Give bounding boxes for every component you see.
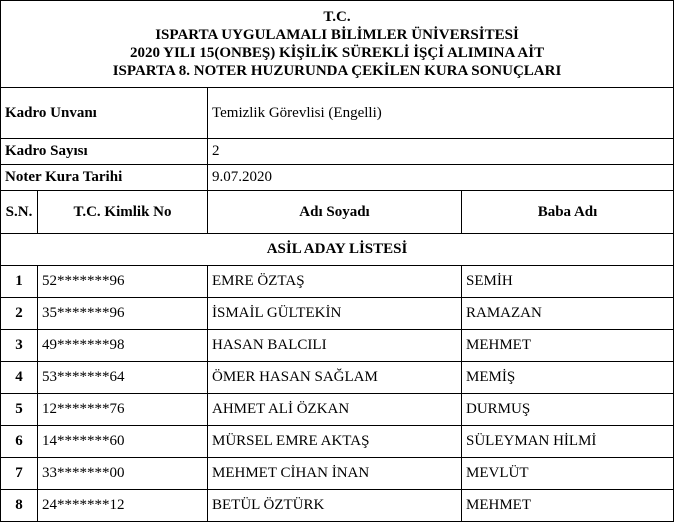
title-line-recruitment: 2020 YILI 15(ONBEŞ) KİŞİLİK SÜREKLİ İŞÇİ ALIMINA AİT xyxy=(129,45,545,61)
table-row xyxy=(1,266,674,298)
section-title: ASİL ADAY LİSTESİ xyxy=(1,234,674,266)
table-row xyxy=(1,490,674,522)
info-row-kadro-unvani xyxy=(1,88,674,139)
cell-baba-adi: MEVLÜT xyxy=(462,458,674,490)
table-row xyxy=(1,330,674,362)
cell-tc-kimlik-no: 24*******12 xyxy=(38,490,208,522)
kadro-unvani-label: Kadro Unvanı xyxy=(1,88,208,139)
cell-ad-soyad: MEHMET CİHAN İNAN xyxy=(208,458,462,490)
column-header-tc: T.C. Kimlik No xyxy=(38,191,208,234)
document-title xyxy=(1,1,674,88)
cell-ad-soyad: BETÜL ÖZTÜRK xyxy=(208,490,462,522)
info-row-kadro-sayisi xyxy=(1,139,674,165)
cell-baba-adi: RAMAZAN xyxy=(462,298,674,330)
cell-baba-adi: DURMUŞ xyxy=(462,394,674,426)
cell-sn: 2 xyxy=(1,298,38,330)
column-header-baba-adi: Baba Adı xyxy=(462,191,674,234)
cell-baba-adi: SÜLEYMAN HİLMİ xyxy=(462,426,674,458)
kadro-sayisi-value: 2 xyxy=(208,139,674,165)
cell-ad-soyad: EMRE ÖZTAŞ xyxy=(208,266,462,298)
table-row xyxy=(1,458,674,490)
cell-ad-soyad: ÖMER HASAN SAĞLAM xyxy=(208,362,462,394)
table-row xyxy=(1,298,674,330)
cell-tc-kimlik-no: 33*******00 xyxy=(38,458,208,490)
cell-sn: 8 xyxy=(1,490,38,522)
document-title-row xyxy=(1,1,674,88)
table-row xyxy=(1,362,674,394)
cell-ad-soyad: HASAN BALCILI xyxy=(208,330,462,362)
cell-baba-adi: SEMİH xyxy=(462,266,674,298)
noter-kura-tarihi-label: Noter Kura Tarihi xyxy=(1,165,208,191)
table-header-row xyxy=(1,191,674,234)
cell-tc-kimlik-no: 35*******96 xyxy=(38,298,208,330)
table-row xyxy=(1,426,674,458)
cell-tc-kimlik-no: 52*******96 xyxy=(38,266,208,298)
kadro-unvani-value: Temizlik Görevlisi (Engelli) xyxy=(208,88,674,139)
section-row xyxy=(1,234,674,266)
noter-kura-tarihi-value: 9.07.2020 xyxy=(208,165,674,191)
cell-baba-adi: MEMİŞ xyxy=(462,362,674,394)
cell-ad-soyad: İSMAİL GÜLTEKİN xyxy=(208,298,462,330)
cell-ad-soyad: AHMET ALİ ÖZKAN xyxy=(208,394,462,426)
info-row-noter-kura-tarihi xyxy=(1,165,674,191)
title-line-university: ISPARTA UYGULAMALI BİLİMLER ÜNİVERSİTESİ xyxy=(155,27,519,43)
cell-sn: 1 xyxy=(1,266,38,298)
cell-sn: 6 xyxy=(1,426,38,458)
kadro-sayisi-label: Kadro Sayısı xyxy=(1,139,208,165)
cell-tc-kimlik-no: 14*******60 xyxy=(38,426,208,458)
column-header-sn: S.N. xyxy=(1,191,38,234)
cell-sn: 4 xyxy=(1,362,38,394)
cell-baba-adi: MEHMET xyxy=(462,330,674,362)
column-header-ad-soyad: Adı Soyadı xyxy=(208,191,462,234)
table-row xyxy=(1,394,674,426)
cell-tc-kimlik-no: 53*******64 xyxy=(38,362,208,394)
cell-baba-adi: MEHMET xyxy=(462,490,674,522)
title-line-tc: T.C. xyxy=(323,9,351,25)
cell-ad-soyad: MÜRSEL EMRE AKTAŞ xyxy=(208,426,462,458)
cell-tc-kimlik-no: 49*******98 xyxy=(38,330,208,362)
cell-tc-kimlik-no: 12*******76 xyxy=(38,394,208,426)
cell-sn: 3 xyxy=(1,330,38,362)
cell-sn: 5 xyxy=(1,394,38,426)
title-line-lottery: ISPARTA 8. NOTER HUZURUNDA ÇEKİLEN KURA SONUÇLARI xyxy=(112,63,562,79)
cell-sn: 7 xyxy=(1,458,38,490)
